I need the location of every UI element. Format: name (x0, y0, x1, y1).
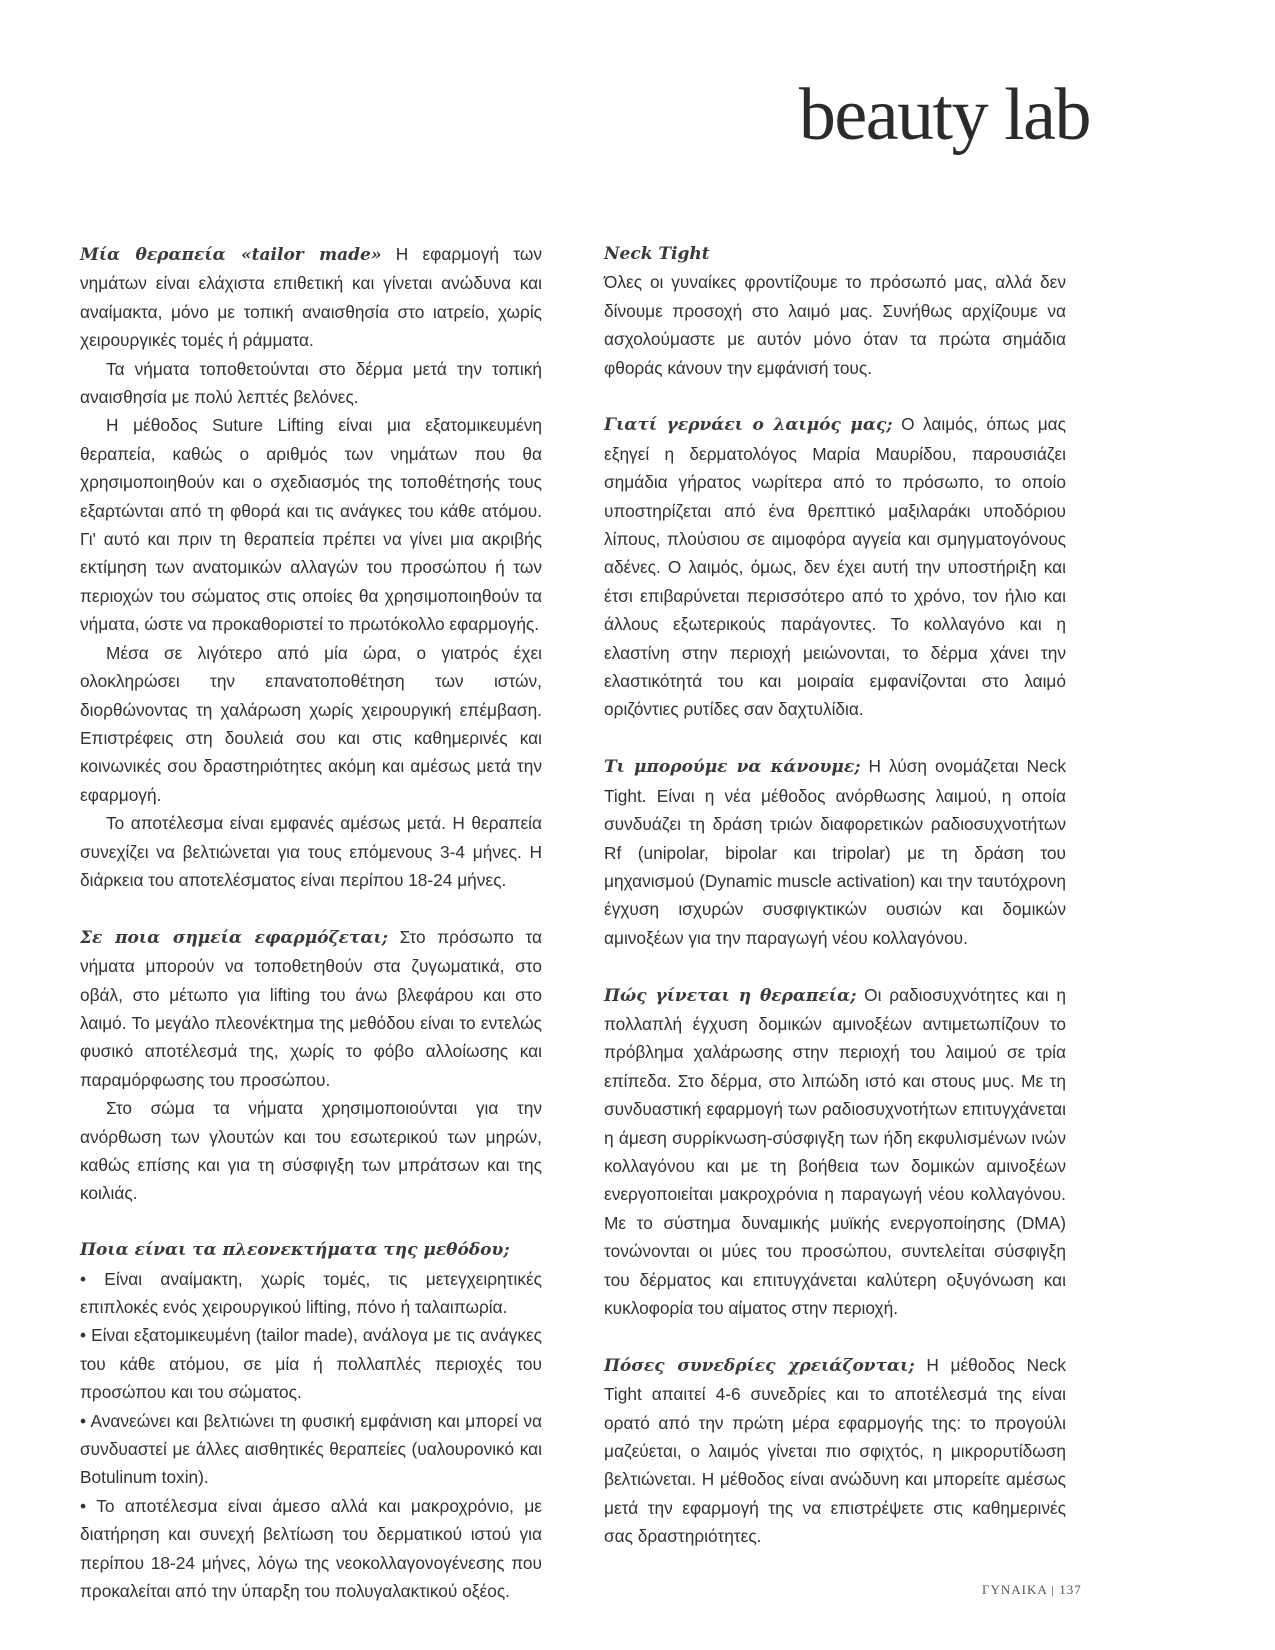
body-application-areas: Στο πρόσωπο τα νήματα μπορούν να τοποθετηθούν στα ζυγωματικά, στο οβάλ, στο μέτωπο για lifting του άνω βλεφάρου και στο λαιμό. Το μεγάλο πλεονέκτημα της μεθόδου είναι το εντελώς φυσικό αποτέλεσμά της, χωρίς το φόβο αλλοίωσης και παραμόρφωσης του προσώπου. (80, 926, 542, 1090)
section-title: beauty lab (798, 74, 1090, 156)
paragraph-suture-lifting: Η μέθοδος Suture Lifting είναι μια εξατομικευμένη θεραπεία, καθώς ο αριθμός των νημάτων που θα χρησιμοποιηθούν και ο σχεδιασμός της τοποθέτησής τους εξαρτώνται από τη φθορά και τις ανάγκες του κάθε ατόμου. Γι' αυτό και πριν τη θεραπεία πρέπει να γίνει μια ακριβής εκτίμηση των ανατομικών αλλαγών του προσώπου ή των περιοχών του σώματος στις οποίες θα χρησιμοποιηθούν τα νήματα, ώστε να προκαθοριστεί το πρωτόκολλο εφαρμογής. (80, 415, 542, 635)
advantages-heading (80, 1236, 542, 1264)
paragraph-why-neck-ages (604, 410, 1066, 723)
paragraph-results: Το αποτέλεσμα είναι εμφανές αμέσως μετά. Η θεραπεία συνεχίζει να βελτιώνεται για τους επόμενους 3-4 μήνες. Η διάρκεια του αποτελέσματος είναι περίπου 18-24 μήνες. (80, 813, 542, 890)
paragraph-how-treatment-works (604, 981, 1066, 1323)
body-how-treatment-works: Οι ραδιοσυχνότητες και η πολλαπλή έγχυση δομικών αμινοξέων αντιμετωπίζουν το πρόβλημα χαλάρωσης στην περιοχή του λαιμού σε τρία επίπεδα. Στο δέρμα, στο λιπώδη ιστό και στους μυς. Με τη συνδυαστική εφαρμογή των ραδιοσυχνοτήτων επιτυγχάνεται η άμεση συρρίκνωση-σύσφιγξη των ήδη εκφυλισμένων ινών κολλαγόνου και με τη βοήθεια των δομικών αμινοξέων ενεργοποιείται μακροχρόνια η παραγωγή νέου κολλαγόνου. Με το σύστημα δυναμικής μυϊκής ενεργοποίησης (DMA) τονώνονται οι μύες του προσώπου, συντελείται σύσφιγξη του δέρματος και επιτυγχάνεται καλύτερη οξυγόνωση και κυκλοφορία του αίματος στην περιοχή. (604, 984, 1066, 1318)
lead-in-tailor-made: Μία θεραπεία «tailor made» (80, 245, 382, 265)
paragraph-sessions-needed (604, 1351, 1066, 1551)
body-what-can-we-do: Η λύση ονομάζεται Neck Tight. Είναι η νέα μέθοδος ανόρθωσης λαιμού, η οποία συνδυάζει τη δράση τριών διαφορετικών ραδιοσυχνοτήτων Rf (unipolar, bipolar και tripolar) με τη δράση του μηχανισμού (Dynamic muscle activation) και την ταυτόχρονη έγχυση ισχυρών συσφιγκτικών ουσιών και δομικών αμινοξέων για την παραγωγή νέου κολλαγόνου. (604, 756, 1066, 948)
advantage-item: • Το αποτέλεσμα είναι άμεσο αλλά και μακροχρόνιο, με διατήρηση και συνεχή βελτίωση του δερματικού ιστού για περίπου 18-24 μήνες, λόγω της νεοκολλαγονογένεσης που προκαλείται από την ύπαρξη του πολυγαλακτικού οξέος. (80, 1495, 542, 1602)
body-tailor-made: Η εφαρμογή των νημάτων είναι ελάχιστα επιθετική και γίνεται ανώδυνα και αναίμακτα, μόνο με τοπική αναισθησία στο ιατρείο, χωρίς χειρουργικές τομές ή ράμματα. (80, 244, 542, 351)
advantage-item: • Είναι αναίμακτη, χωρίς τομές, τις μετεγχειρητικές επιπλοκές ενός χειρουργικού lifting, πόνο ή ταλαιπωρία. (80, 1268, 542, 1317)
lead-in-application-areas: Σε ποια σημεία εφαρμόζεται; (80, 927, 388, 948)
paragraph-neck-intro: Όλες οι γυναίκες φροντίζουμε το πρόσωπό μας, αλλά δεν δίνουμε προσοχή στο λαιμό μας. Συνήθως αρχίζουμε να ασχολούμαστε με αυτόν μόνο όταν τα πρώτα σημάδια φθοράς κάνουν την εμφάνισή τους. (604, 272, 1066, 378)
paragraph-tailor-made (80, 240, 542, 355)
page-number: 137 (1059, 1582, 1082, 1597)
advantages-heading-text: Ποια είναι τα πλεονεκτήματα της μεθόδου; (80, 1240, 510, 1261)
paragraph-procedure-time: Μέσα σε λιγότερο από μία ώρα, ο γιατρός έχει ολοκληρώσει την επανατοποθέτηση των ιστών, διορθώνοντας τη χαλάρωση χωρίς χειρουργική επέμβαση. Επιστρέφεις στη δουλειά σου και στις καθημερινές και κοινωνικές σου δραστηριότητες ακόμη και αμέσως μετά την εφαρμογή. (80, 642, 542, 805)
page-footer (982, 1582, 1082, 1598)
lead-in-why-neck-ages: Γιατί γερνάει ο λαιμός μας; (604, 415, 893, 436)
lead-in-sessions-needed: Πόσες συνεδρίες χρειάζονται; (604, 1355, 915, 1376)
advantage-item: • Είναι εξατομικευμένη (tailor made), ανάλογα με τις ανάγκες του κάθε ατόμου, σε μία ή πολλαπλές περιοχές του προσώπου και του σώματος. (80, 1325, 542, 1403)
body-sessions-needed: Η μέθοδος Neck Tight απαιτεί 4-6 συνεδρίες και το αποτέλεσμά της είναι ορατό από την πρώτη μέρα εφαρμογής της: το προγούλι μαζεύεται, ο λαιμός γίνεται πιο σφιχτός, η μικρορυτίδωση βελτιώνεται. Η μέθοδος είναι ανώδυνη και μπορείτε αμέσως μετά την εφαρμογή της να επιστρέψετε στις καθημερινές σας δραστηριότητες. (604, 1354, 1067, 1547)
lead-in-how-treatment-works: Πώς γίνεται η θεραπεία; (604, 985, 857, 1006)
lead-in-what-can-we-do: Τι μπορούμε να κάνουμε; (604, 757, 861, 778)
paragraph-application-areas (80, 923, 542, 1094)
paragraph-body-use: Στο σώμα τα νήματα χρησιμοποιούνται για την ανόρθωση των γλουτών και του εσωτερικού των μηρών, καθώς επίσης και για τη σύσφιγξη των μπράτσων και της κοιλιάς. (80, 1098, 542, 1204)
paragraph-what-can-we-do (604, 752, 1066, 952)
advantage-item: • Ανανεώνει και βελτιώνει τη φυσική εμφάνιση και μπορεί να συνδυαστεί με άλλες αισθητικές θεραπείες (υαλουρονικό και Botulinum toxin). (80, 1410, 542, 1488)
magazine-name: ΓΥΝΑΙΚΑ (982, 1582, 1048, 1597)
paragraph-needles: Τα νήματα τοποθετούνται στο δέρμα μετά την τοπική αναισθησία με πολύ λεπτές βελόνες. (80, 358, 542, 408)
neck-tight-heading-text: Neck Tight (604, 244, 710, 264)
footer-separator: | (1051, 1582, 1055, 1597)
neck-tight-heading (604, 240, 1066, 268)
right-column (604, 240, 1066, 1551)
left-column (80, 240, 542, 1605)
body-why-neck-ages: Ο λαιμός, όπως μας εξηγεί η δερματολόγος Μαρία Μαυρίδου, παρουσιάζει σημάδια γήρατος νωρίτερα από το πρόσωπο, το οποίο υποστηρίζεται από ένα θρεπτικό μαξιλαράκι υποδόριου λίπους, πλούσιου σε αιμοφόρα αγγεία και σμηγματογόνους αδένες. Ο λαιμός, όμως, δεν έχει αυτή την υποστήριξη και έτσι επιβαρύνεται περισσότερο από το χρόνο, τον ήλιο και άλλους εξωτερικούς παράγοντες. Το κολλαγόνο και η ελαστίνη στην περιοχή μειώνονται, το δέρμα χάνει την ελαστικότητά του και μοιραία εμφανίζονται στο λαιμό οριζόντιες ρυτίδες σαν δαχτυλίδια. (604, 414, 1066, 720)
